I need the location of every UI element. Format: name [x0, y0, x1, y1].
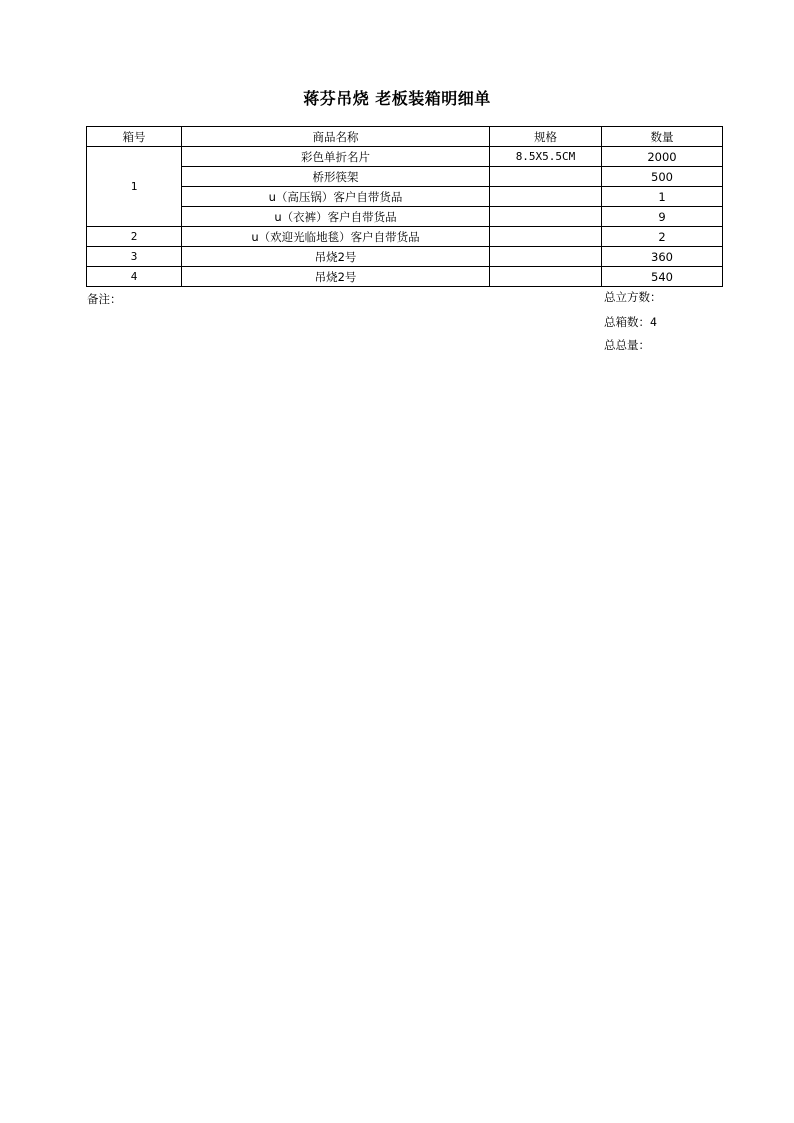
quantity-cell: 1: [602, 187, 723, 207]
remark-label: 备注：: [87, 292, 122, 306]
quantity-cell: 500: [602, 167, 723, 187]
spec-cell: [490, 167, 602, 187]
total-boxes: [604, 314, 657, 330]
spec-cell: [490, 267, 602, 287]
box-no-cell: 2: [87, 227, 182, 247]
table-row: [87, 227, 723, 247]
packing-detail-table: [86, 126, 723, 287]
table-row: [87, 267, 723, 287]
table-header-row: [87, 127, 723, 147]
product-name-cell: u（欢迎光临地毯）客户自带货品: [182, 227, 490, 247]
total-boxes-label: 总箱数：: [604, 315, 650, 329]
document-title: 蒋芬吊烧 老板装箱明细单: [303, 89, 491, 108]
header-spec: 规格: [490, 127, 602, 147]
box-no-cell: 3: [87, 247, 182, 267]
spec-cell: [490, 227, 602, 247]
product-name-cell: 彩色单折名片: [182, 147, 490, 167]
table-row: [87, 247, 723, 267]
spec-cell: [490, 187, 602, 207]
table-row: [87, 147, 723, 167]
total-boxes-value: 4: [650, 315, 657, 329]
table-row: [87, 167, 723, 187]
box-no-cell: 1: [87, 147, 182, 227]
header-box-no: 箱号: [87, 127, 182, 147]
total-volume-label: 总立方数：: [604, 290, 662, 304]
spec-cell: [490, 207, 602, 227]
spec-cell: [490, 247, 602, 267]
quantity-cell: 2000: [602, 147, 723, 167]
quantity-cell: 2: [602, 227, 723, 247]
product-name-cell: u（高压锅）客户自带货品: [182, 187, 490, 207]
header-quantity: 数量: [602, 127, 723, 147]
quantity-cell: 360: [602, 247, 723, 267]
product-name-cell: 桥形筷架: [182, 167, 490, 187]
product-name-cell: 吊烧2号: [182, 267, 490, 287]
total-weight-label: 总总量：: [604, 338, 650, 352]
table-row: [87, 207, 723, 227]
box-no-cell: 4: [87, 267, 182, 287]
quantity-cell: 540: [602, 267, 723, 287]
header-product-name: 商品名称: [182, 127, 490, 147]
quantity-cell: 9: [602, 207, 723, 227]
table-row: [87, 187, 723, 207]
product-name-cell: u（衣裤）客户自带货品: [182, 207, 490, 227]
product-name-cell: 吊烧2号: [182, 247, 490, 267]
total-weight: [604, 337, 650, 353]
total-volume: [604, 289, 662, 305]
spec-cell: 8.5X5.5CM: [490, 147, 602, 167]
